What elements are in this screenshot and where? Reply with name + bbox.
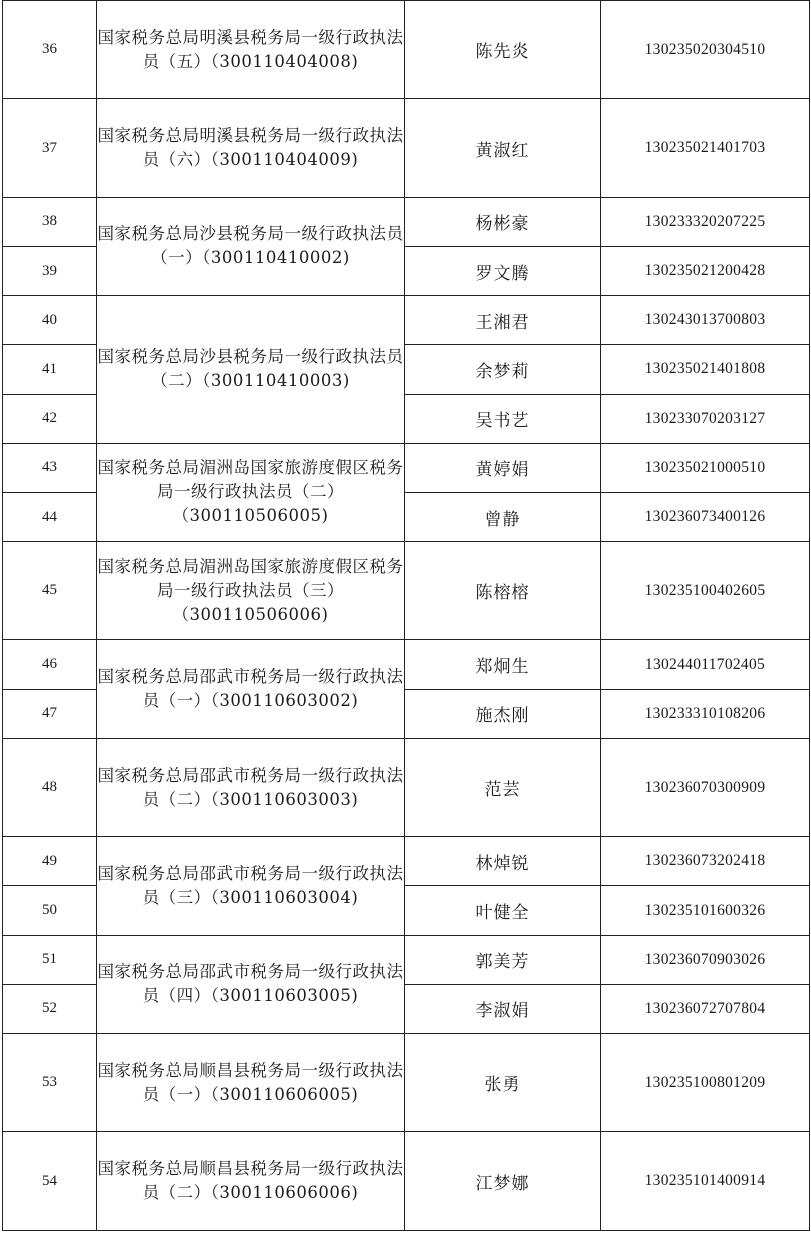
table-row [3,738,810,836]
row-number: 42 [3,394,97,443]
position-cell: 国家税务总局邵武市税务局一级行政执法员（二）（300110603003) [97,738,405,836]
candidate-name: 杨彬豪 [405,197,601,246]
candidate-name: 黄淑红 [405,99,601,197]
candidate-name: 施杰刚 [405,689,601,738]
candidate-name: 郭美芳 [405,935,601,984]
row-number: 46 [3,640,97,689]
candidate-id: 130235100402605 [601,542,810,640]
row-number: 52 [3,984,97,1033]
table-row [3,1,810,99]
candidate-id: 130233320207225 [601,197,810,246]
candidate-id: 130233310108206 [601,689,810,738]
candidate-id: 130243013700803 [601,296,810,345]
table-row [3,296,810,345]
row-number: 45 [3,542,97,640]
candidate-id: 130236070903026 [601,935,810,984]
row-number: 40 [3,296,97,345]
candidate-id: 130244011702405 [601,640,810,689]
candidate-name: 江梦娜 [405,1132,601,1231]
table-row [3,443,810,492]
personnel-table [2,0,810,1231]
candidate-name: 范芸 [405,738,601,836]
candidate-id: 130235100801209 [601,1034,810,1132]
candidate-id: 130235101400914 [601,1132,810,1231]
candidate-name: 余梦莉 [405,345,601,394]
row-number: 44 [3,492,97,541]
row-number: 36 [3,1,97,99]
candidate-name: 张勇 [405,1034,601,1132]
position-cell: 国家税务总局邵武市税务局一级行政执法员（四）（300110603005) [97,935,405,1033]
position-cell: 国家税务总局顺昌县税务局一级行政执法员（二）（300110606006) [97,1132,405,1231]
row-number: 53 [3,1034,97,1132]
candidate-id: 130236073202418 [601,837,810,886]
candidate-name: 黄婷娟 [405,443,601,492]
candidate-id: 130235021200428 [601,246,810,295]
table-row [3,1034,810,1132]
row-number: 43 [3,443,97,492]
table-row [3,99,810,197]
candidate-name: 李淑娟 [405,984,601,1033]
candidate-id: 130236072707804 [601,984,810,1033]
row-number: 37 [3,99,97,197]
row-number: 49 [3,837,97,886]
candidate-name: 陈先炎 [405,1,601,99]
position-cell: 国家税务总局顺昌县税务局一级行政执法员（一）（300110606005) [97,1034,405,1132]
position-cell: 国家税务总局沙县税务局一级行政执法员（一）（300110410002) [97,197,405,295]
row-number: 47 [3,689,97,738]
candidate-name: 王湘君 [405,296,601,345]
candidate-id: 130235020304510 [601,1,810,99]
position-cell: 国家税务总局邵武市税务局一级行政执法员（三）（300110603004) [97,837,405,935]
table-row [3,197,810,246]
table-row [3,542,810,640]
row-number: 54 [3,1132,97,1231]
table-body [3,1,810,1231]
candidate-id: 130235021000510 [601,443,810,492]
row-number: 48 [3,738,97,836]
position-cell: 国家税务总局湄洲岛国家旅游度假区税务局一级行政执法员（二）（300110506005) [97,443,405,541]
row-number: 39 [3,246,97,295]
candidate-name: 罗文腾 [405,246,601,295]
row-number: 41 [3,345,97,394]
row-number: 50 [3,886,97,935]
candidate-id: 130235021401703 [601,99,810,197]
table-row [3,837,810,886]
row-number: 38 [3,197,97,246]
candidate-id: 130233070203127 [601,394,810,443]
table-row [3,640,810,689]
candidate-id: 130236073400126 [601,492,810,541]
position-cell: 国家税务总局明溪县税务局一级行政执法员（六）（300110404009) [97,99,405,197]
candidate-name: 郑炯生 [405,640,601,689]
table-row [3,935,810,984]
candidate-name: 吴书艺 [405,394,601,443]
position-cell: 国家税务总局沙县税务局一级行政执法员（二）（300110410003) [97,296,405,444]
candidate-name: 陈榕榕 [405,542,601,640]
position-cell: 国家税务总局湄洲岛国家旅游度假区税务局一级行政执法员（三）（300110506006) [97,542,405,640]
candidate-name: 曾静 [405,492,601,541]
candidate-id: 130235021401808 [601,345,810,394]
candidate-name: 叶健全 [405,886,601,935]
table-row [3,1132,810,1231]
position-cell: 国家税务总局明溪县税务局一级行政执法员（五）（300110404008) [97,1,405,99]
candidate-id: 130236070300909 [601,738,810,836]
position-cell: 国家税务总局邵武市税务局一级行政执法员（一）（300110603002) [97,640,405,738]
candidate-id: 130235101600326 [601,886,810,935]
row-number: 51 [3,935,97,984]
candidate-name: 林焯锐 [405,837,601,886]
